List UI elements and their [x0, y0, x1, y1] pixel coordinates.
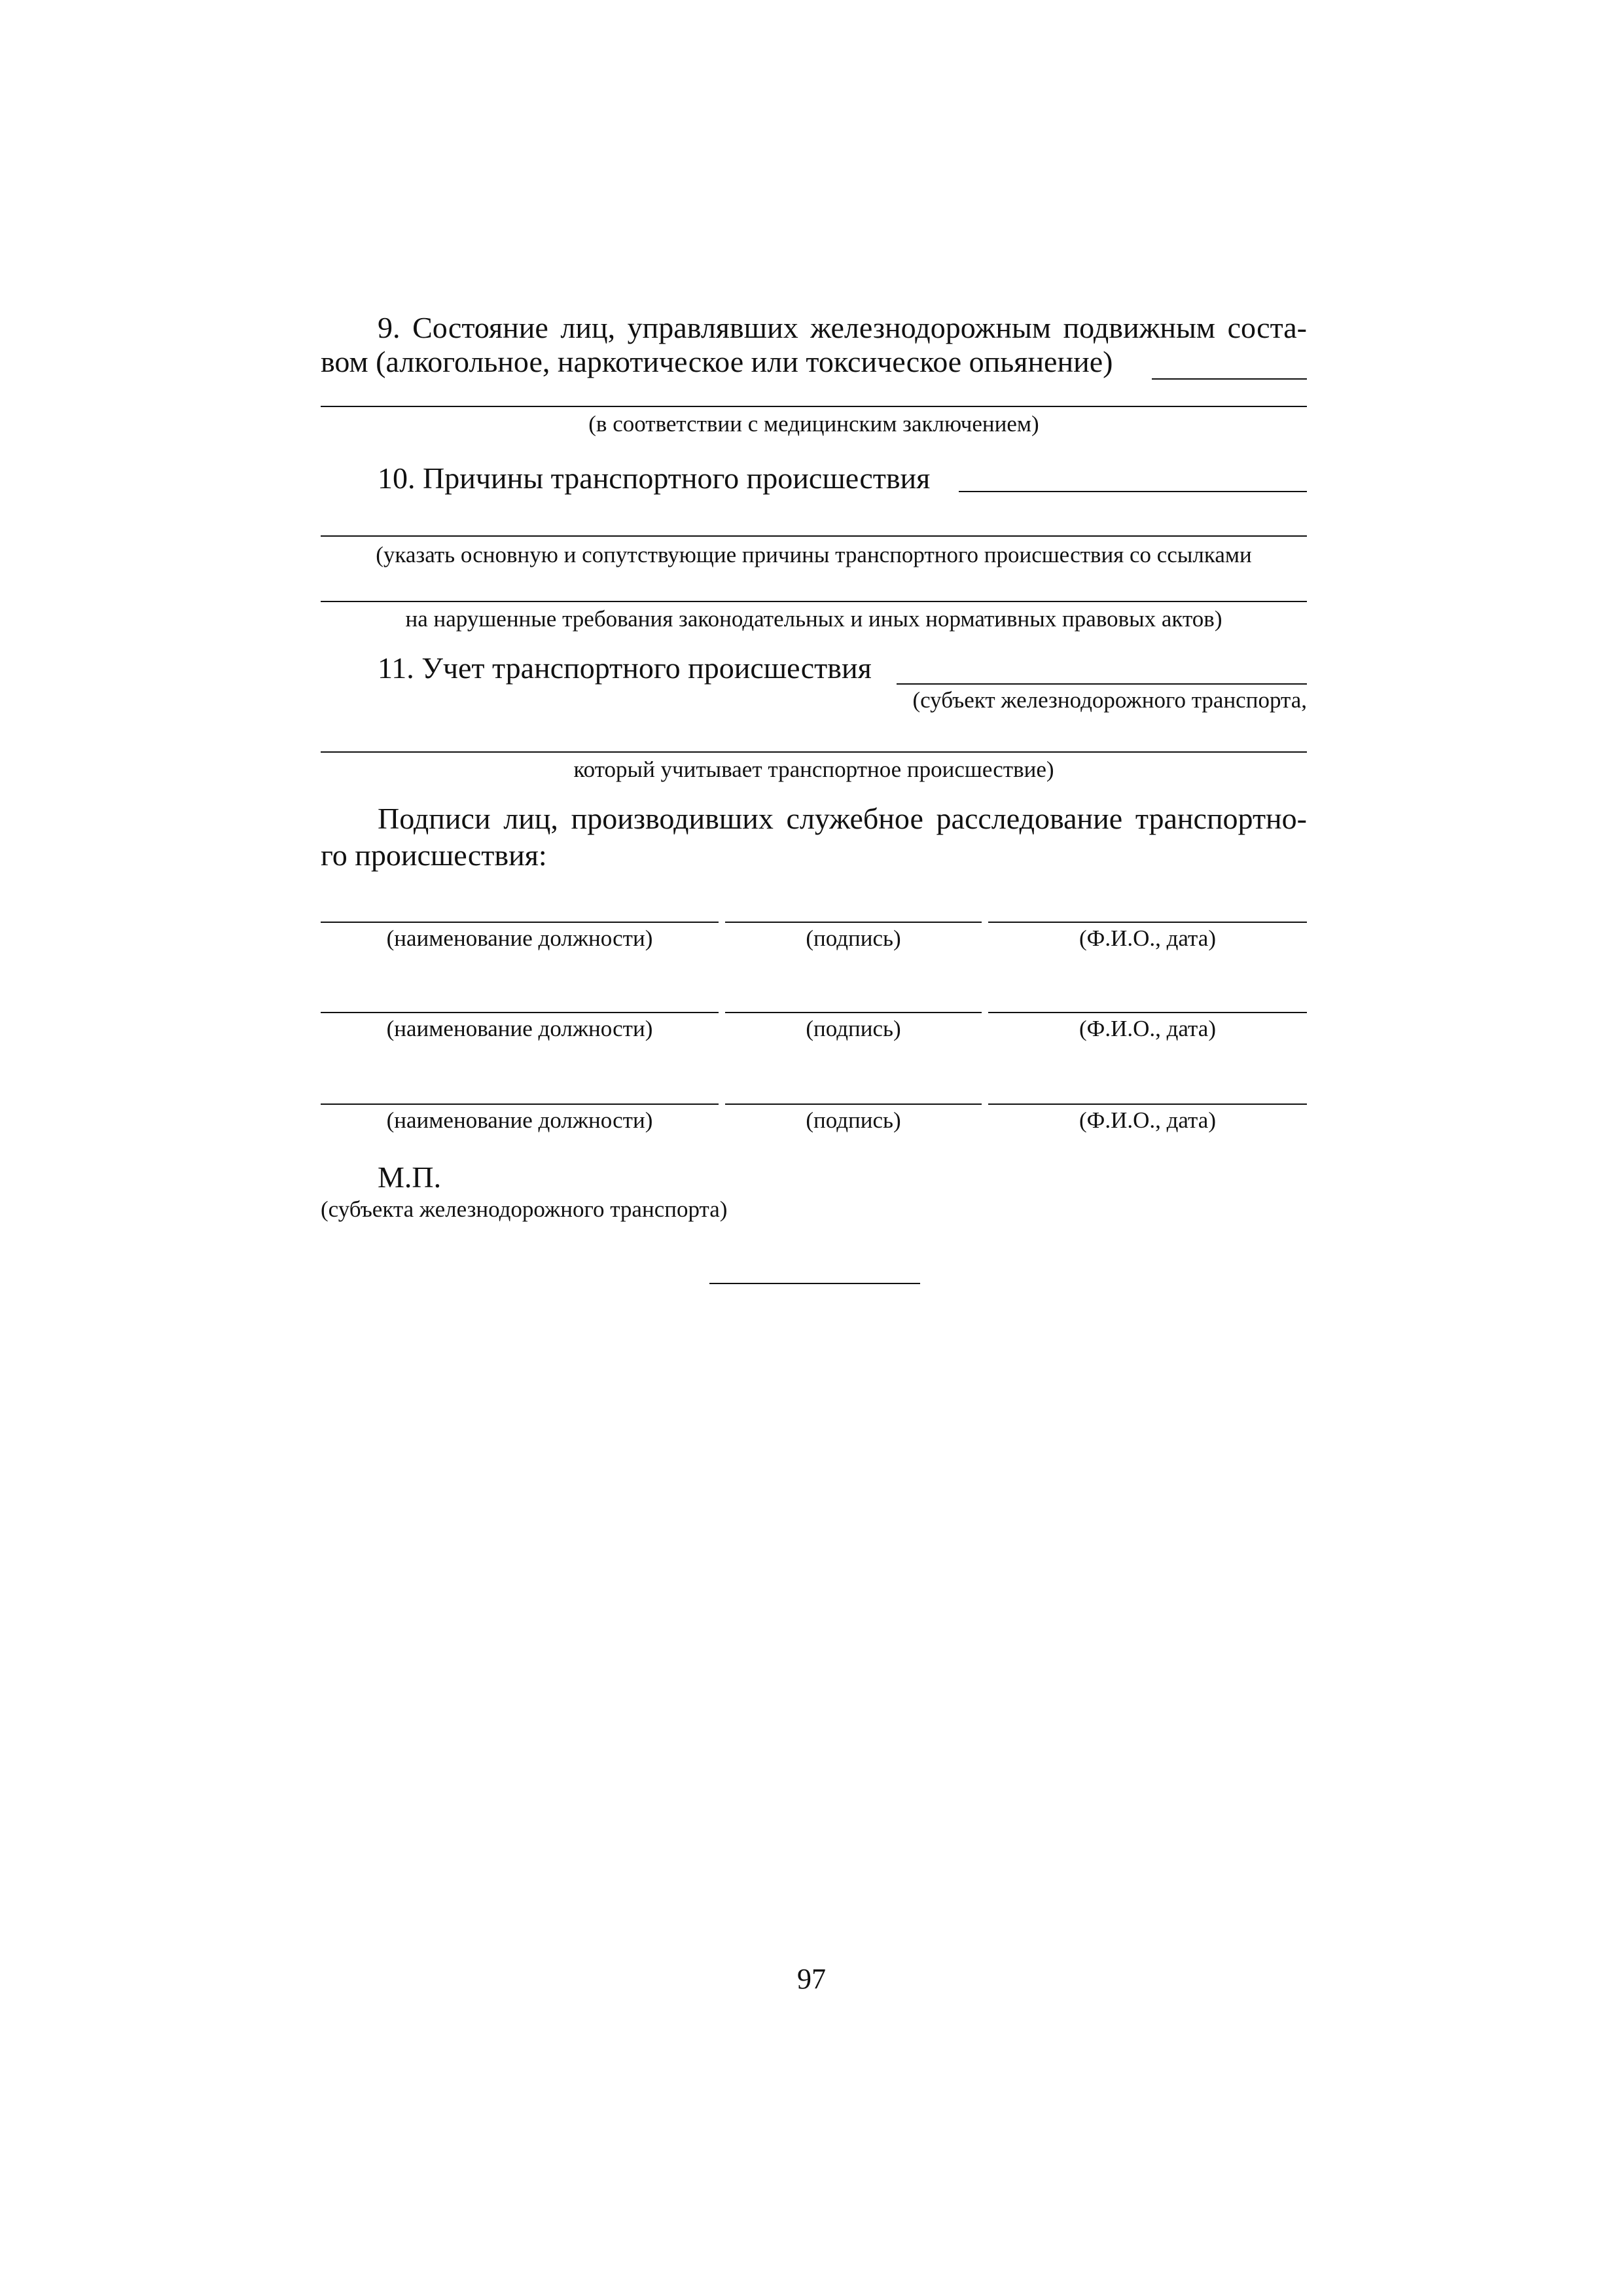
signature-row-1-position-line [321, 922, 719, 923]
signature-row-2-signature-line [725, 1012, 982, 1013]
item11-caption-1: (субъект железнодорожного транспорта, [912, 687, 1307, 713]
item9-caption: (в соответствии с медицинским заключением) [588, 411, 1039, 437]
item10-caption-2: на нарушенные требования законодательных и иных нормативных правовых актов) [405, 606, 1222, 632]
signature-row-2-name-line [988, 1012, 1307, 1013]
signature-row-1-name-caption: (Ф.И.О., дата) [1079, 925, 1216, 951]
signature-row-1-signature-line [725, 922, 982, 923]
signature-row-3-name-line [988, 1103, 1307, 1105]
signatures-intro-line2: го происшествия: [321, 838, 547, 872]
page-number: 97 [797, 1963, 826, 1995]
closing-separator [709, 1283, 920, 1284]
item10-caption-1: (указать основную и сопутствующие причины транспортного происшествия со ссылками [376, 542, 1252, 567]
item9-line1: 9. Состояние лиц, управлявших железнодорожным подвижным соста- [378, 311, 1307, 344]
item11-fill-line-inline [897, 683, 1307, 685]
signature-row-1-signature-caption: (подпись) [806, 925, 901, 951]
stamp-caption: (субъекта железнодорожного транспорта) [321, 1196, 728, 1222]
stamp-label: М.П. [378, 1160, 442, 1194]
signature-row-2-signature-caption: (подпись) [806, 1016, 901, 1041]
signature-row-1-position-caption: (наименование должности) [386, 925, 653, 951]
signature-row-3-signature-line [725, 1103, 982, 1105]
item9-fill-line [321, 406, 1307, 407]
signature-row-2-position-line [321, 1012, 719, 1013]
item10-fill-line-2 [321, 601, 1307, 602]
signature-row-2-name-caption: (Ф.И.О., дата) [1079, 1016, 1216, 1041]
signature-row-1-name-line [988, 922, 1307, 923]
signature-row-3-position-line [321, 1103, 719, 1105]
item10-fill-line-inline [959, 491, 1307, 492]
signature-row-2-position-caption: (наименование должности) [386, 1016, 653, 1041]
item9-fill-line-inline [1152, 378, 1307, 380]
item10-fill-line-1 [321, 535, 1307, 537]
signature-row-3-position-caption: (наименование должности) [386, 1107, 653, 1133]
item11-text: 11. Учет транспортного происшествия [378, 651, 872, 685]
item10-text: 10. Причины транспортного происшествия [378, 461, 931, 495]
signatures-intro-line1: Подписи лиц, производивших служебное расследование транспортно- [378, 802, 1307, 835]
item11-fill-line [321, 751, 1307, 753]
item11-caption-2: который учитывает транспортное происшествие) [573, 757, 1054, 782]
signature-row-3-name-caption: (Ф.И.О., дата) [1079, 1107, 1216, 1133]
signature-row-3-signature-caption: (подпись) [806, 1107, 901, 1133]
item9-line2: вом (алкогольное, наркотическое или токсическое опьянение) [321, 345, 1113, 378]
